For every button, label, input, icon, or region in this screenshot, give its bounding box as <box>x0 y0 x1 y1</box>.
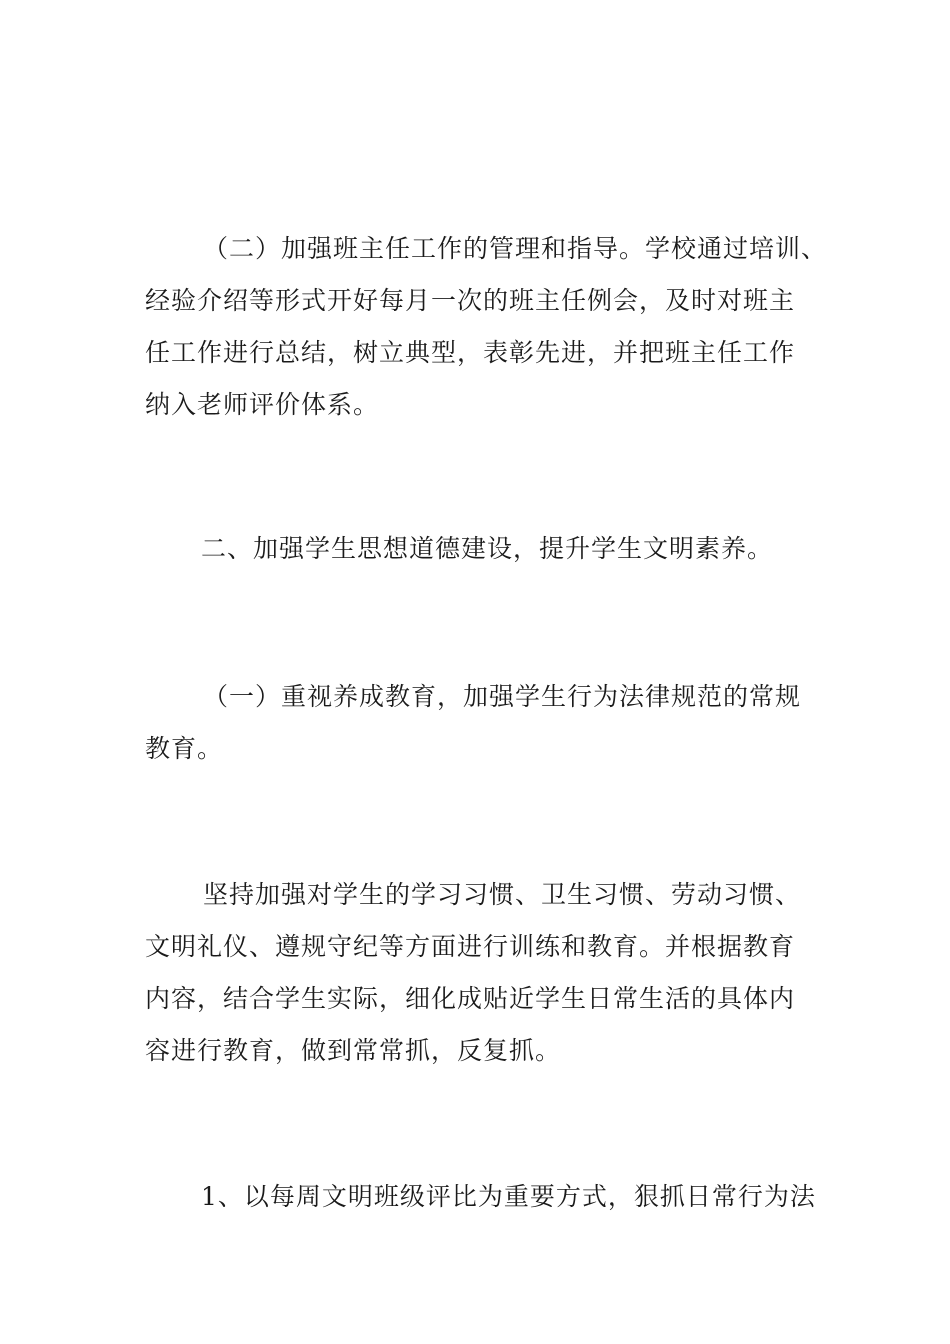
text-line: 纳入老师评价体系。 <box>145 390 380 419</box>
text-line: 文明礼仪、遵规守纪等方面进行训练和教育。并根据教育 <box>145 932 796 961</box>
paragraph-habit-education <box>145 671 820 775</box>
text-line: （一）重视养成教育，加强学生行为法律规范的常规 <box>203 682 802 711</box>
text-line: 任工作进行总结，树立典型，表彰先进，并把班主任工作 <box>145 338 796 367</box>
paragraph-weekly-evaluation <box>145 1171 820 1223</box>
text-line: （二）加强班主任工作的管理和指导。学校通过培训、 <box>203 234 828 263</box>
text-line: 1、以每周文明班级评比为重要方式，狠抓日常行为法 <box>201 1182 816 1211</box>
paragraph-class-teacher-management <box>145 223 828 431</box>
text-line: 内容，结合学生实际，细化成贴近学生日常生活的具体内 <box>145 984 796 1013</box>
text-line: 二、加强学生思想道德建设，提升学生文明素养。 <box>201 534 774 563</box>
text-line: 经验介绍等形式开好每月一次的班主任例会，及时对班主 <box>145 286 796 315</box>
text-line: 教育。 <box>145 734 224 763</box>
text-line: 坚持加强对学生的学习习惯、卫生习惯、劳动习惯、 <box>203 880 802 909</box>
text-line: 容进行教育，做到常常抓，反复抓。 <box>145 1036 562 1065</box>
section-heading-moral-education <box>145 523 820 575</box>
paragraph-habit-training <box>145 869 820 1077</box>
